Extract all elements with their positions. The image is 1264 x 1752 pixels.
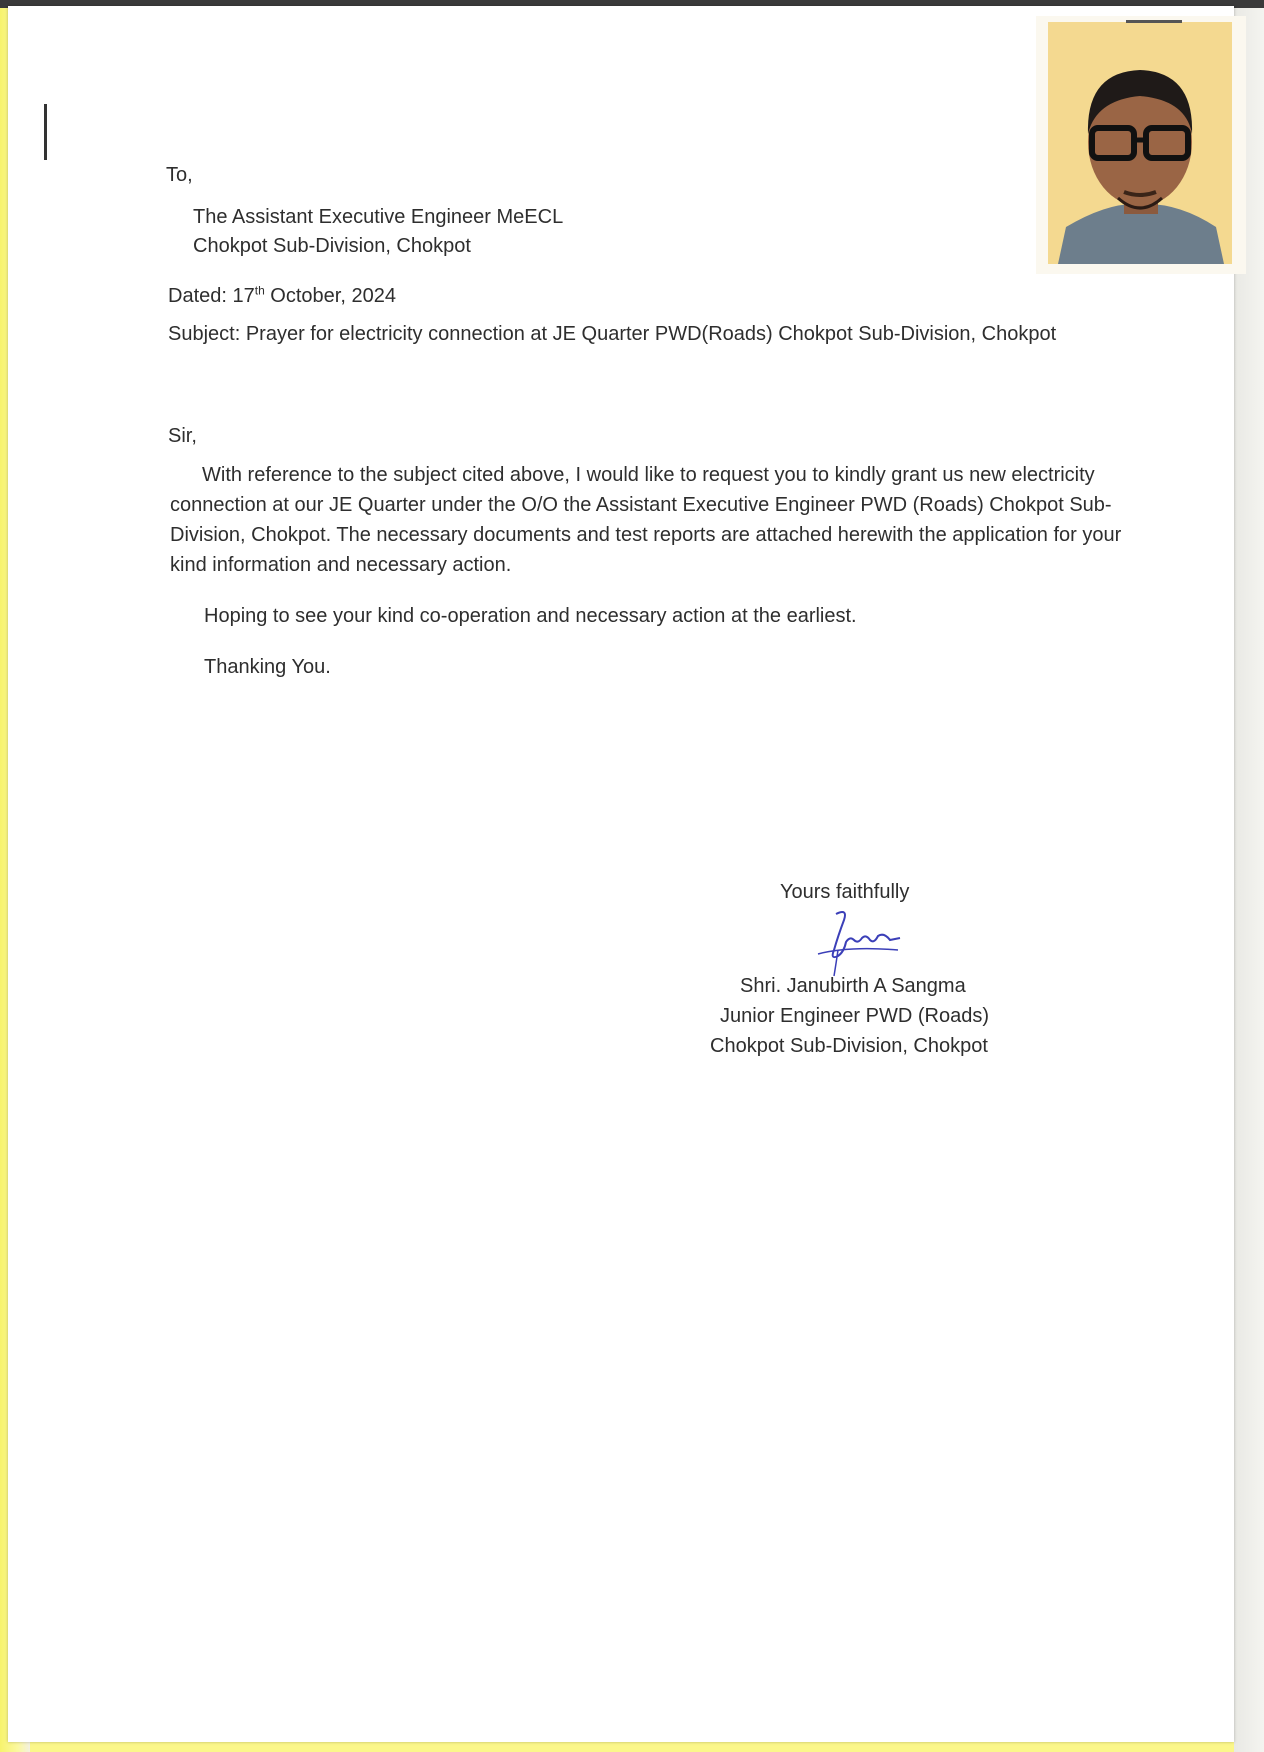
signature-icon: [808, 906, 908, 978]
handwritten-signature: [808, 906, 908, 978]
letter-page: [8, 6, 1234, 1742]
salutation: Sir,: [168, 425, 197, 447]
letter-body: [8, 6, 1234, 1742]
thanking-line: Thanking You.: [204, 656, 331, 678]
closing-line: Yours faithfully: [780, 881, 910, 903]
addressee-line-1: The Assistant Executive Engineer MeECL: [193, 206, 564, 228]
body-paragraph: With reference to the subject cited above, I would like to request you to kindly grant us new electricity connection at our JE Quarter under the O/O the Assistant Executive Engineer PWD (Roads) Chokpot Sub-Division, Chokpot. The necessary documents and test reports are attached herewith the application for your kind information and necessary action.: [170, 464, 1122, 576]
to-label: To,: [166, 164, 193, 186]
signatory-title: Junior Engineer PWD (Roads): [720, 1005, 989, 1027]
date-ordinal: th: [254, 283, 265, 298]
subject-line: Subject: Prayer for electricity connection at JE Quarter PWD(Roads) Chokpot Sub-Division, Chokpot: [168, 323, 1057, 345]
date-line: [168, 282, 396, 310]
signatory-office: Chokpot Sub-Division, Chokpot: [710, 1035, 988, 1057]
signatory-name: Shri. Janubirth A Sangma: [740, 975, 966, 997]
addressee-line-2: Chokpot Sub-Division, Chokpot: [193, 235, 471, 257]
date-suffix: October, 2024: [264, 285, 396, 307]
hoping-line: Hoping to see your kind co-operation and necessary action at the earliest.: [204, 605, 857, 627]
date-prefix: Dated: 17: [168, 285, 255, 307]
